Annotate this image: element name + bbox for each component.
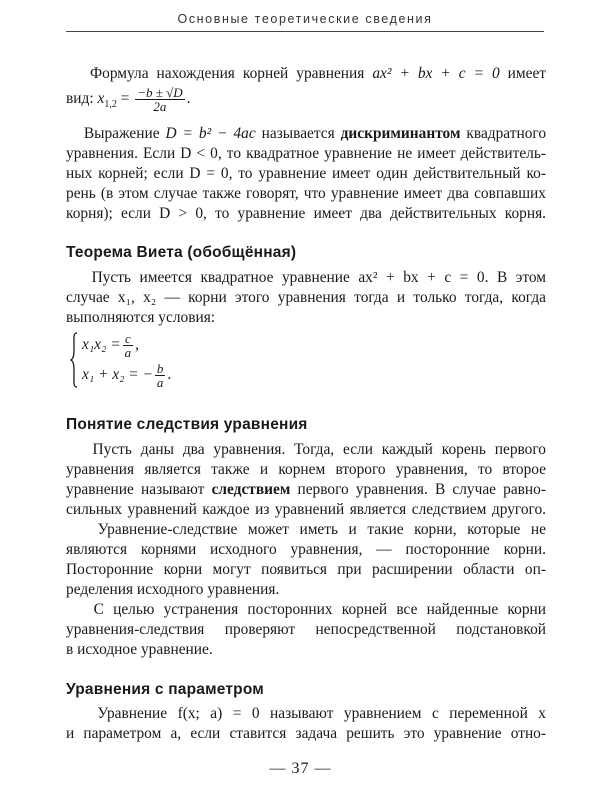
text-run: Пусть имеется квадратное уравнение ax² + bx + c = 0. В этом [91, 269, 546, 286]
text-run: уравнение называют [66, 481, 212, 498]
running-head: Основные теоретические сведения [177, 12, 433, 26]
paragraph-root-formula [66, 64, 546, 115]
text-run: Уравнение-следствие может иметь и такие корни, которые не [97, 521, 546, 538]
paragraph-consequence-1 [66, 440, 546, 520]
text-run: . [186, 90, 191, 108]
fraction [155, 362, 166, 389]
text-run: Уравнение f(x; a) = 0 называют уравнением с переменной x [97, 705, 546, 722]
equation: ax² + bx + c = 0 [372, 65, 500, 82]
fraction-denominator: 2a [153, 99, 167, 114]
text-run: называется [255, 125, 341, 142]
text-line [66, 520, 546, 540]
text-run: Пусть даны два уравнения. Тогда, если каждый корень первого [92, 441, 547, 458]
subscript: 1,2 [104, 99, 117, 111]
equation: D = b² − 4ac [165, 125, 256, 142]
text-run: = [116, 90, 134, 108]
root-fraction [135, 86, 184, 113]
vieta-system [70, 330, 190, 392]
text-line: рень (в этом случае также говорят, что уравнение имеет два совпавших [66, 185, 546, 202]
text-run: первого уравнения. В случае равно- [290, 481, 546, 498]
text-line: случае x₁, x₂ — корни этого уравнения тогда и только тогда, когда [66, 289, 546, 306]
variable: x [97, 90, 105, 108]
text-line: являются корнями исходного уравнения, — посторонние корни. [66, 541, 546, 558]
section-heading-consequence: Понятие следствия уравнения [66, 416, 308, 433]
text-line [66, 600, 546, 620]
text-run: Выражение [83, 125, 166, 142]
text-line [66, 704, 546, 724]
section-heading-parameter: Уравнения с параметром [66, 681, 264, 698]
fraction-denominator: a [156, 375, 164, 390]
text-line: Посторонние корни могут появиться при расширении области оп- [66, 561, 546, 578]
fraction-numerator: −b ± √D [137, 85, 183, 100]
text-line: уравнения является также и корнем второго уравнения, то второе [66, 461, 546, 478]
text-run: квадратного [460, 125, 547, 142]
fraction-numerator: b [156, 361, 164, 376]
term-bold: дискриминантом [340, 125, 461, 142]
equation-lhs: x₁x₂ = [82, 336, 121, 354]
system-equation-2 [82, 362, 171, 389]
text-run: вид: [66, 90, 98, 108]
text-run: С целью устранения посторонних корней все найденные корни [93, 601, 546, 618]
text-line [66, 480, 546, 500]
text-line: уравнения. Если D < 0, то квадратное уравнение не имеет действитель- [66, 145, 546, 162]
text-line: корня); если D > 0, то уравнение имеет два действительных корня. [66, 205, 546, 222]
paragraph-vieta [66, 268, 546, 328]
text-line [66, 124, 546, 144]
page-number: — 37 — [269, 760, 332, 777]
section-heading-vieta: Теорема Виета (обобщённая) [66, 244, 297, 261]
paragraph-discriminant [66, 124, 546, 224]
text-line [66, 268, 546, 288]
term-bold: следствием [211, 481, 291, 498]
fraction-numerator: c [123, 332, 134, 346]
text-line: уравнения-следствия проверяют непосредственной подстановкой [66, 621, 546, 638]
brace-icon [70, 332, 78, 388]
paragraph-parameter [66, 704, 546, 744]
equation-lhs: x₁ + x₂ = − [82, 366, 153, 384]
fraction [123, 332, 134, 359]
header-rule [66, 31, 544, 32]
fraction-denominator: a [124, 345, 132, 360]
text-line: ределения исходного уравнения. [66, 581, 280, 598]
text-line: в исходное уравнение. [66, 641, 213, 658]
text-line [66, 440, 546, 460]
paragraph-consequence-2 [66, 520, 546, 600]
text-line [66, 86, 546, 115]
text-run: Формула нахождения корней уравнения [89, 65, 373, 82]
text-line: выполняются условия: [66, 309, 216, 326]
text-line: и параметром a, если ставится задача решить это уравнение отно- [66, 725, 546, 742]
text-line [66, 64, 546, 84]
text-line: ных корней; если D = 0, то уравнение имеет один действительный ко- [66, 165, 546, 182]
text-run: имеет [499, 65, 547, 82]
paragraph-consequence-3 [66, 600, 546, 660]
text-line: сильных уравнений каждое из уравнений является следствием другого. [66, 501, 546, 518]
text-run: . [167, 366, 172, 384]
text-run: , [135, 336, 139, 354]
system-equation-1 [82, 332, 139, 359]
